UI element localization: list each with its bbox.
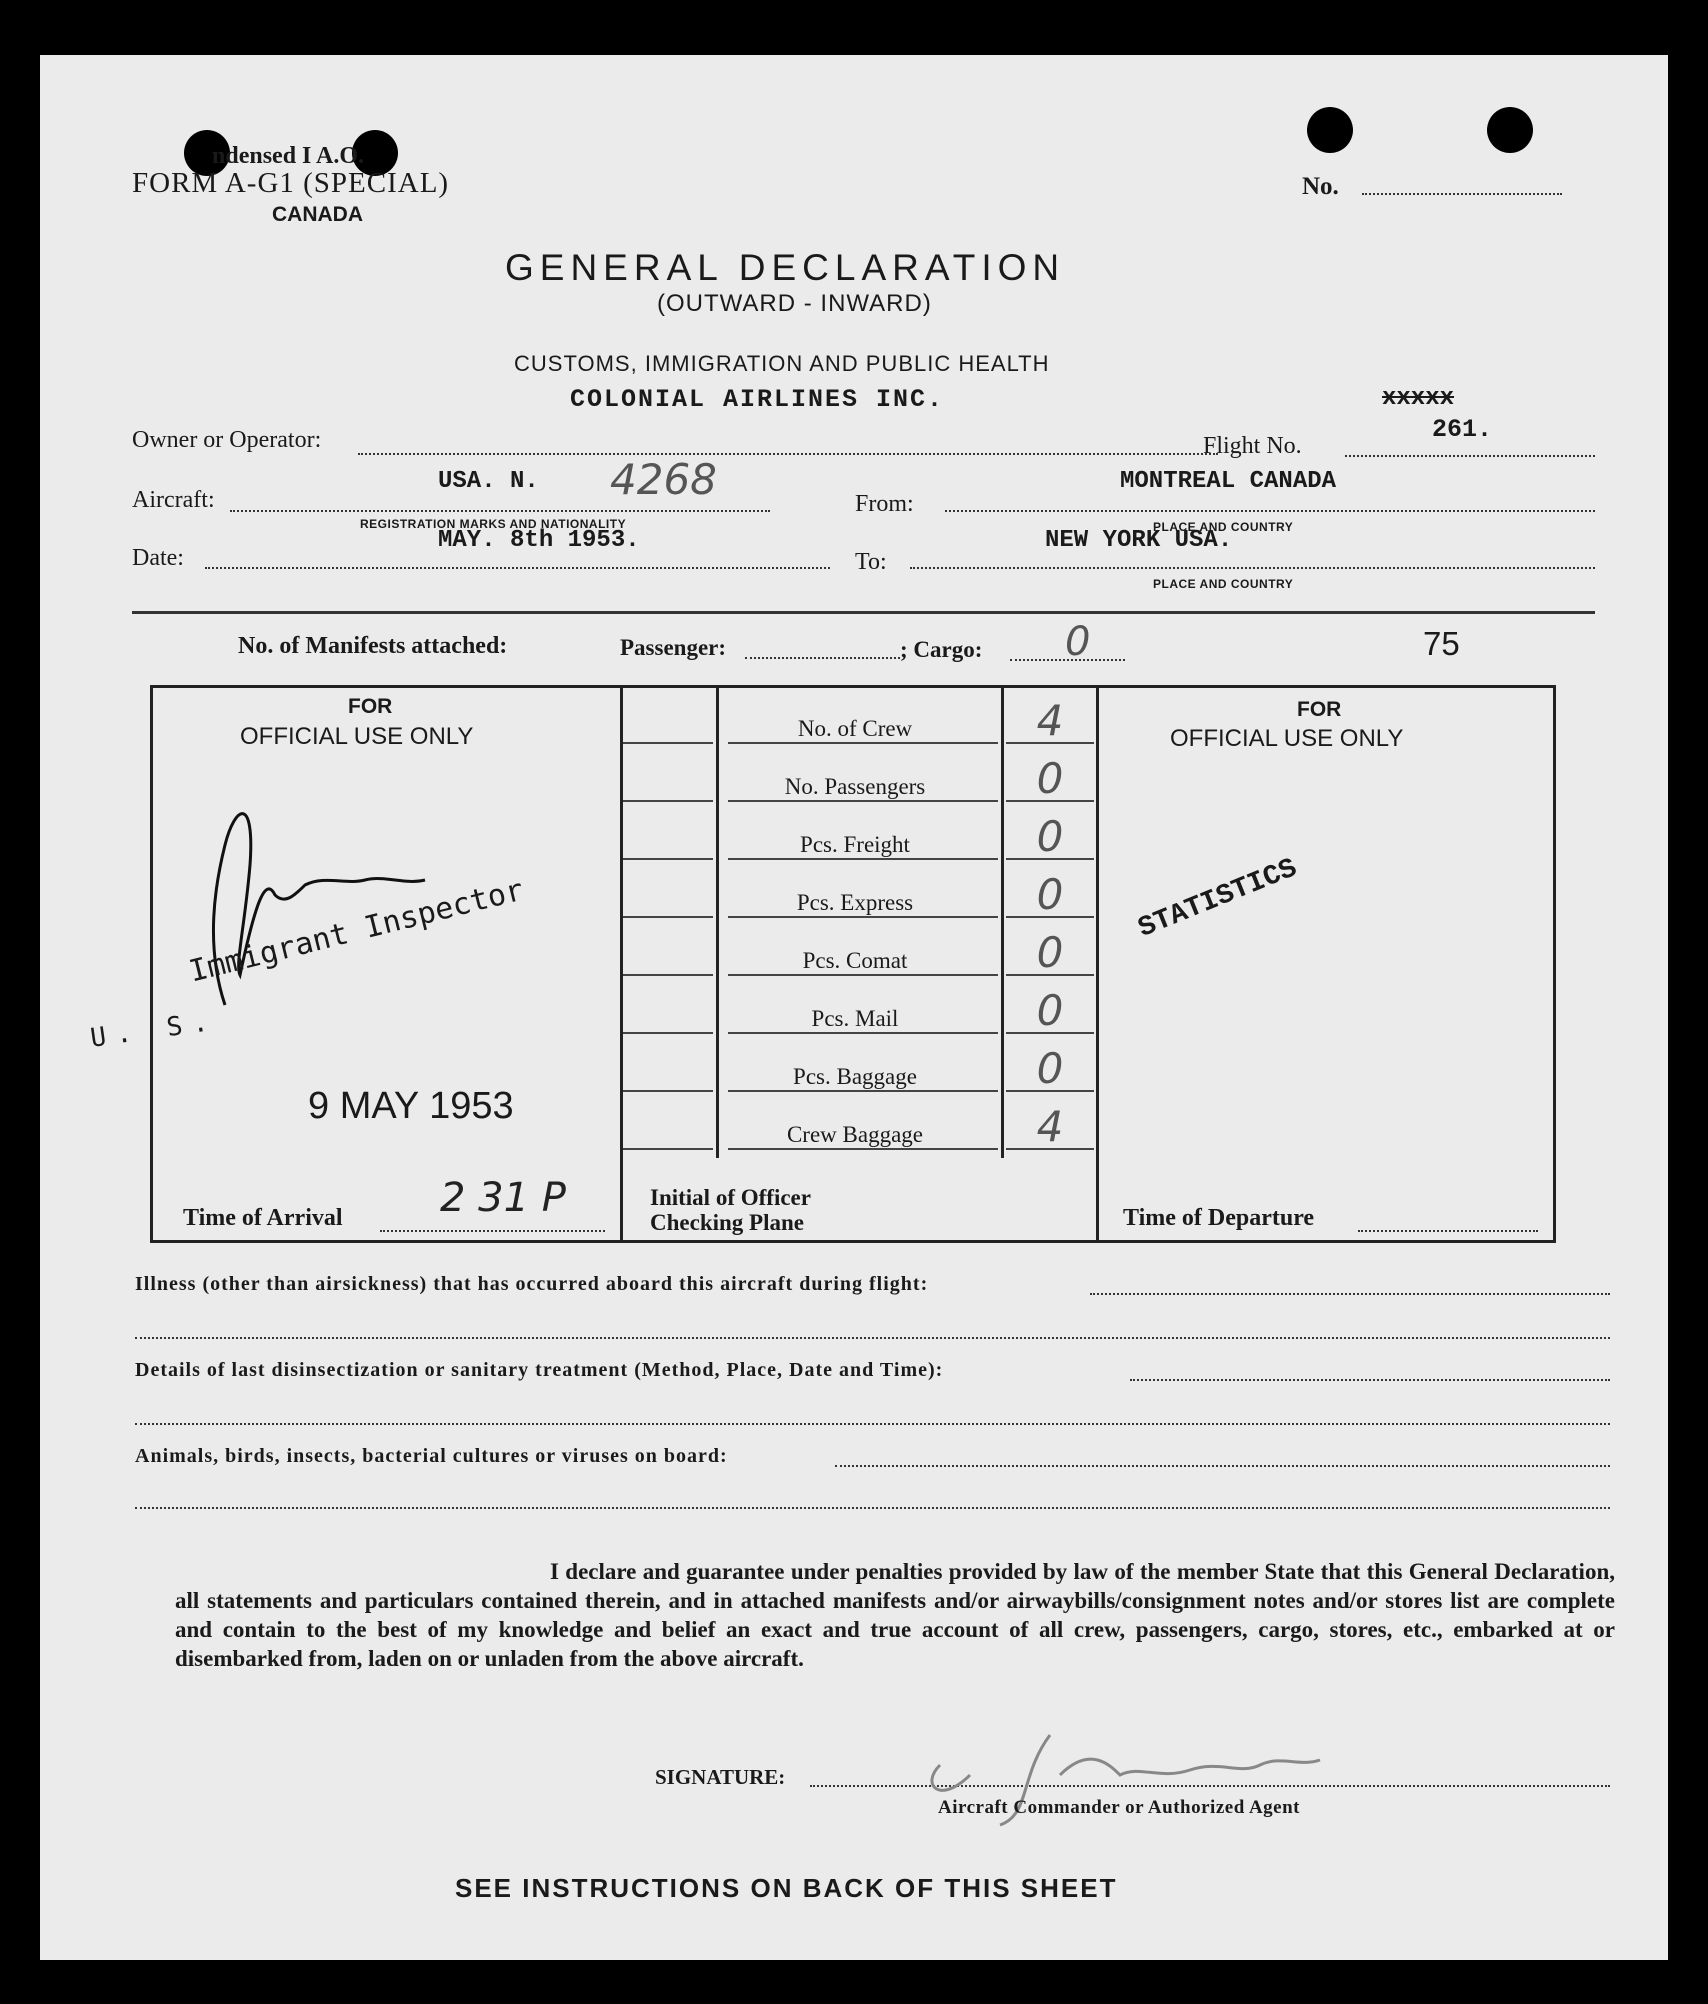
count-row-line [728,858,998,860]
count-label: No. Passengers [784,774,926,799]
official-left-heading: OFFICIAL USE ONLY [240,723,474,750]
stamp-date: 9 MAY 1953 [308,1085,514,1127]
no-line [1362,193,1562,195]
disinsect-line-2 [135,1423,1610,1425]
count-row-line [728,916,998,918]
count-label: Pcs. Express [796,890,914,915]
arrival-value: 2 31 P [440,1175,566,1221]
owner-line [358,453,1218,455]
arrival-label: Time of Arrival [183,1205,343,1231]
count-row-line [623,1032,713,1034]
stamp-inspector: Immigrant Inspector [185,872,528,990]
count-label: Pcs. Baggage [793,1064,917,1089]
box-divider [716,688,719,1158]
official-right-for: FOR [1297,698,1342,721]
box-divider [1001,688,1004,1158]
count-row-line [1006,800,1094,802]
count-value: 0 [1036,870,1064,919]
count-row-line [728,1032,998,1034]
count-value: 0 [1036,812,1064,861]
form-line-3: CANADA [272,203,363,226]
count-row-line [1006,916,1094,918]
animals-label: Animals, birds, insects, bacterial cultures or viruses on board: [135,1445,728,1467]
count-label: Pcs. Mail [811,1006,899,1031]
flight-label: Flight No. [1203,433,1302,459]
document-page [40,55,1668,1960]
instructions-footer: SEE INSTRUCTIONS ON BACK OF THIS SHEET [455,1873,1118,1903]
declaration-text: I declare and guarantee under penalties provided by law of the member State that this General Declaration, all statements and particulars contained therein, and in attached manifests and/or airwaybills/consignment notes and/or stores list are complete and contain to the best of my knowledge and belief an exact and true account of all crew, passengers, cargo, stores, etc., embarked at or disembarked from, laden on or unladen from the above aircraft. [175,1559,1615,1671]
initial-line-2: Checking Plane [650,1210,804,1235]
animals-line [835,1465,1610,1467]
count-row-line [623,974,713,976]
manifest-number: 75 [1423,625,1460,662]
stamp-us: U. S. [88,1006,220,1054]
animals-line-2 [135,1507,1610,1509]
count-row-line [1006,1032,1094,1034]
flight-value: 261. [1432,415,1493,444]
box-divider [1096,685,1099,1240]
initial-line-1: Initial of Officer [650,1185,811,1210]
count-row-line [728,800,998,802]
count-value: 0 [1036,928,1064,977]
count-row-line [1006,858,1094,860]
count-row-line [623,916,713,918]
count-value: 4 [1036,696,1064,745]
count-row-line [1006,974,1094,976]
signature-caption: Aircraft Commander or Authorized Agent [938,1797,1301,1818]
passenger-label: Passenger: [620,635,727,660]
to-value: NEW YORK USA. [1045,527,1233,554]
from-label: From: [855,491,914,517]
official-right-heading: OFFICIAL USE ONLY [1170,725,1404,752]
aircraft-line [230,510,770,512]
count-row-line [623,1148,713,1150]
punch-hole [1487,107,1533,153]
manifests-label: No. of Manifests attached: [238,633,508,659]
illness-line-2 [135,1337,1610,1339]
passenger-line [745,657,900,659]
aircraft-value: USA. N. [438,468,539,495]
count-row-line [623,1090,713,1092]
count-value: 0 [1036,754,1064,803]
owner-label: Owner or Operator: [132,427,322,453]
count-value: 0 [1036,986,1064,1035]
authority-line: CUSTOMS, IMMIGRATION AND PUBLIC HEALTH [514,351,1050,376]
to-sublabel: PLACE AND COUNTRY [1153,577,1294,591]
count-row-line [1006,742,1094,744]
signature-label: SIGNATURE: [655,1765,786,1789]
count-row-line [728,1148,998,1150]
document-subtitle: (OUTWARD - INWARD) [657,290,932,317]
from-value: MONTREAL CANADA [1120,468,1337,495]
to-line [910,567,1595,569]
count-row-line [728,974,998,976]
count-value: 4 [1036,1102,1064,1151]
cargo-line [1010,659,1125,661]
count-row-line [1006,1148,1094,1150]
from-sublabel: PLACE AND COUNTRY [1153,520,1294,534]
aircraft-sublabel: REGISTRATION MARKS AND NATIONALITY [360,517,627,531]
count-value: 0 [1036,1044,1064,1093]
flight-struck: xxxxx [1382,385,1455,412]
departure-label: Time of Departure [1123,1205,1315,1231]
illness-label: Illness (other than airsickness) that has occurred aboard this aircraft during flight: [135,1273,929,1295]
flight-line [1345,455,1595,457]
header-divider [132,611,1595,614]
count-label: No. of Crew [797,716,913,741]
cargo-value: 0 [1065,619,1091,665]
departure-line [1358,1230,1538,1232]
aircraft-handwritten: 4268 [610,455,717,504]
to-label: To: [855,549,887,575]
box-divider [620,685,623,1240]
from-line [945,510,1595,512]
arrival-line [380,1230,605,1232]
official-left-for: FOR [348,695,393,718]
count-row-line [623,742,713,744]
no-label: No. [1302,173,1339,200]
disinsect-line [1130,1379,1610,1381]
punch-hole [1307,107,1353,153]
statistics-stamp: STATISTICS [1134,853,1302,945]
owner-value: COLONIAL AIRLINES INC. [570,385,945,414]
count-row-line [728,742,998,744]
document-title: GENERAL DECLARATION [505,247,1066,288]
date-value: MAY. 8th 1953. [438,527,640,554]
disinsect-label: Details of last disinsectization or sanitary treatment (Method, Place, Date and Time): [135,1359,944,1381]
count-label: Pcs. Freight [800,832,910,857]
count-row-line [623,858,713,860]
count-row-line [623,800,713,802]
count-row-line [1006,1090,1094,1092]
cargo-label: ; Cargo: [900,637,983,662]
date-line [205,567,830,569]
form-line-2: FORM A-G1 (SPECIAL) [132,167,450,199]
count-label: Pcs. Comat [802,948,908,973]
aircraft-label: Aircraft: [132,487,215,513]
illness-line [1090,1293,1610,1295]
form-line-1: ndensed I A.O. [212,143,365,169]
date-label: Date: [132,545,184,571]
count-label: Crew Baggage [786,1122,924,1147]
count-row-line [728,1090,998,1092]
